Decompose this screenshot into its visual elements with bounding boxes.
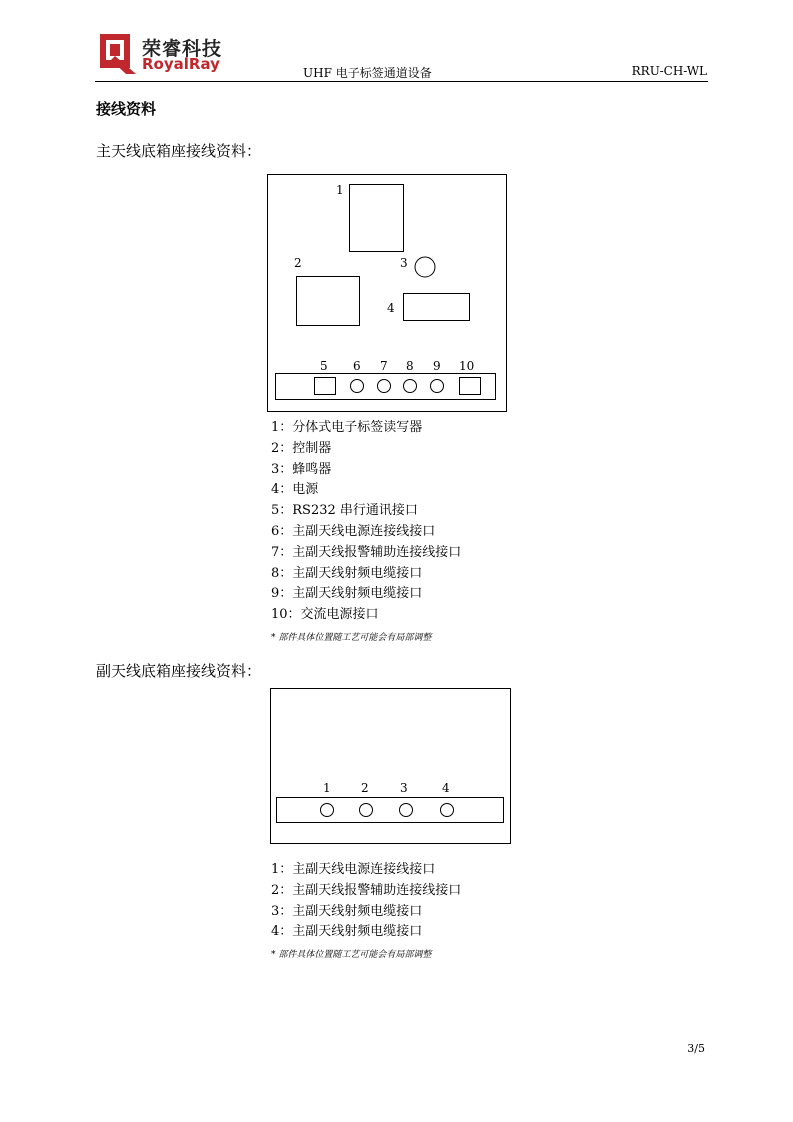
label-1: 1 — [336, 183, 344, 197]
label-4: 4 — [387, 301, 395, 315]
sub-box-heading: 副天线底箱座接线资料： — [96, 662, 262, 680]
sub-box-note: * 部件具体位置随工艺可能会有局部调整 — [271, 950, 432, 960]
sub-power-link-port — [321, 804, 334, 817]
legend-item: 1：分体式电子标签读写器 — [271, 420, 423, 435]
company-logo — [99, 33, 223, 75]
legend-item: 10：交流电源接口 — [271, 607, 379, 623]
alarm-link-port — [378, 380, 391, 393]
legend-item: 6：主副天线电源连接线接口 — [271, 523, 436, 539]
sub-connector-panel — [277, 798, 504, 823]
main-box-note: * 部件具体位置随工艺可能会有局部调整 — [271, 633, 432, 643]
sub-box-legend — [271, 860, 461, 943]
label-3: 3 — [400, 256, 408, 270]
label-5: 5 — [320, 359, 328, 373]
rf-cable-port-a — [404, 380, 417, 393]
main-box-legend — [271, 418, 461, 626]
legend-item: 4：主副天线射频电缆接口 — [271, 924, 423, 940]
document-title: UHF 电子标签通道设备 — [303, 66, 432, 80]
legend-item: 3：主副天线射频电缆接口 — [271, 903, 423, 919]
rs232-port — [315, 378, 336, 395]
sub-alarm-link-port — [360, 804, 373, 817]
legend-item: 3：蜂鸣器 — [271, 461, 332, 477]
sub-rf-cable-port-a — [400, 804, 413, 817]
document-code: RRU-CH-WL — [631, 64, 707, 78]
sub-rf-cable-port-b — [441, 804, 454, 817]
power-link-port — [351, 380, 364, 393]
page-number: 3/5 — [687, 1042, 705, 1055]
label-10: 10 — [459, 359, 475, 373]
main-box-diagram — [267, 174, 507, 412]
label-2: 2 — [294, 256, 302, 270]
legend-item: 7：主副天线报警辅助连接线接口 — [271, 544, 462, 560]
sub-label-1: 1 — [323, 781, 331, 795]
sub-box-diagram — [270, 688, 512, 845]
power-supply-component — [404, 294, 470, 321]
main-box-heading: 主天线底箱座接线资料： — [96, 142, 262, 160]
main-box-outline — [268, 175, 507, 412]
controller-component — [297, 277, 360, 326]
sub-label-3: 3 — [400, 781, 408, 795]
rf-cable-port-b — [431, 380, 444, 393]
sub-box-outline — [271, 689, 511, 844]
label-8: 8 — [406, 359, 414, 373]
legend-item: 2：主副天线报警辅助连接线接口 — [271, 882, 462, 898]
label-7: 7 — [380, 359, 388, 373]
section-title: 接线资料 — [96, 100, 157, 118]
sub-label-4: 4 — [442, 781, 450, 795]
legend-item: 1：主副天线电源连接线接口 — [271, 862, 436, 877]
reader-component — [350, 185, 404, 252]
legend-item: 4：电源 — [271, 482, 319, 498]
ac-power-port — [460, 378, 481, 395]
label-6: 6 — [353, 359, 361, 373]
buzzer-component — [415, 257, 435, 277]
legend-item: 2：控制器 — [271, 440, 332, 456]
logo-english-name: RoyalRay — [142, 55, 220, 73]
logo-chinese-name: 荣睿科技 — [142, 38, 223, 60]
legend-item: 5：RS232 串行通讯接口 — [271, 503, 418, 519]
sub-label-2: 2 — [361, 781, 369, 795]
header-divider — [95, 81, 708, 82]
label-9: 9 — [433, 359, 441, 373]
logo-mark-icon — [99, 33, 137, 75]
legend-item: 8：主副天线射频电缆接口 — [271, 565, 423, 581]
legend-item: 9：主副天线射频电缆接口 — [271, 586, 423, 602]
